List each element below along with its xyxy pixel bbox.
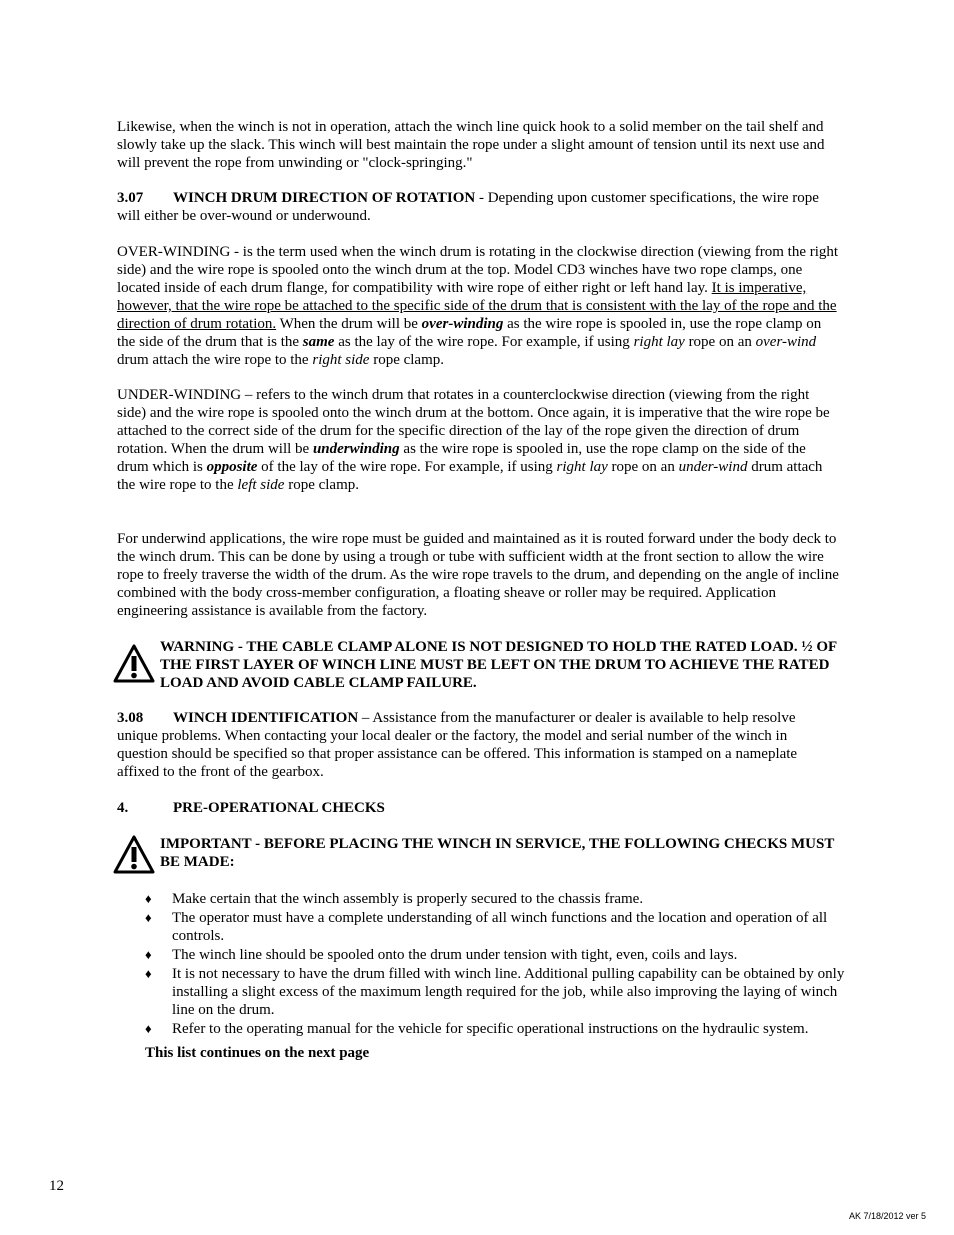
footer-version: AK 7/18/2012 ver 5 <box>848 1211 926 1221</box>
text-run: OVER-WINDING - is the term used when the winch drum is rotating in the clockwise direction (viewing from the right side) and the wire rope is spooled onto the winch drum at the top. Model CD3 winches have two rope clamps, one located inside of each drum flange, for compatibility with wire rope of either right or left hand lay. <box>117 244 839 296</box>
emphasis-text: opposite <box>206 459 258 475</box>
section-title: PRE-OPERATIONAL CHECKS <box>173 800 385 816</box>
italic-text: under-wind <box>678 459 748 475</box>
section-number: 4. <box>117 800 129 816</box>
under-winding-paragraph <box>117 386 839 494</box>
text-run: rope clamp. <box>369 352 445 368</box>
warning-triangle-icon <box>113 835 155 875</box>
italic-text: over-wind <box>755 334 817 350</box>
underlined-text: It is imperative, however, that the wire rope be attached to the specific side of the drum that is consistent with the lay of the rope and the direction of drum rotation. <box>117 280 837 332</box>
italic-text: right side <box>312 352 370 368</box>
text-run: as the lay of the wire rope. For example, if using <box>334 334 634 350</box>
list-item-text: It is not necessary to have the drum filled with winch line. Additional pulling capability can be obtained by only installing a slight excess of the maximum length required for the job, while also improving the laying of winch line on the drum. <box>172 966 845 1018</box>
text-run: UNDER-WINDING – refers to the winch drum that rotates in a counterclockwise direction (viewing from the right side) and the wire rope is spooled onto the winch drum at the bottom. Once again, it is imperative that the wire rope be attached to the correct side of the drum for the specific direction of the lay of the rope given the direction of drum rotation. When the drum will be <box>117 387 830 457</box>
text-run: as the wire rope is spooled in, use the rope clamp on the side of the drum that is the <box>117 316 822 350</box>
italic-text: right lay <box>556 459 608 475</box>
section-number: 3.07 <box>117 190 144 206</box>
text-run: drum attach the wire rope to the <box>117 459 823 493</box>
section-title: WINCH DRUM DIRECTION OF ROTATION <box>173 190 476 206</box>
list-item <box>145 890 845 908</box>
text-run: rope on an <box>607 459 679 475</box>
section-body: – Assistance from the manufacturer or dealer is available to help resolve unique problems. When contacting your local dealer or the factory, the model and serial number of the winch in question should be specified so that proper assistance can be offered. This information is stamped on a nameplate affixed to the front of the gearbox. <box>117 710 798 780</box>
section-body: - Depending upon customer specifications, the wire rope will either be over-wound or underwound. <box>117 190 819 224</box>
section-title: WINCH IDENTIFICATION <box>173 710 359 726</box>
diamond-bullet-icon: ♦ <box>145 910 152 925</box>
list-continues-note: This list continues on the next page <box>145 1045 370 1061</box>
list-item <box>145 965 845 1019</box>
page-number: 12 <box>49 1178 64 1194</box>
diamond-bullet-icon: ♦ <box>145 966 152 981</box>
diamond-bullet-icon: ♦ <box>145 891 152 906</box>
important-notice: IMPORTANT - BEFORE PLACING THE WINCH IN SERVICE, THE FOLLOWING CHECKS MUST BE MADE: <box>160 836 835 870</box>
list-item-text: The operator must have a complete understanding of all winch functions and the location and operation of all controls. <box>172 910 828 944</box>
underwind-applications-paragraph: For underwind applications, the wire rope must be guided and maintained as it is routed forward under the body deck to the winch drum. This can be done by using a trough or tube with sufficient width at the front section to allow the wire rope to freely traverse the width of the drum. As the wire rope travels to the drum, and depending on the angle of incline combined with the body cross-member configuration, a floating sheave or roller may be required. Application engineering assistance is available from the factory. <box>117 531 839 619</box>
text-run: of the lay of the wire rope. For example, if using <box>257 459 557 475</box>
diamond-bullet-icon: ♦ <box>145 947 152 962</box>
section-number: 3.08 <box>117 710 144 726</box>
emphasis-text: same <box>302 334 335 350</box>
pre-operational-checks-list <box>145 890 845 1039</box>
over-winding-paragraph <box>117 243 839 369</box>
emphasis-text: underwinding <box>312 441 400 457</box>
section-3-07 <box>117 189 839 225</box>
list-item <box>145 909 845 945</box>
intro-paragraph: Likewise, when the winch is not in operation, attach the winch line quick hook to a solid member on the tail shelf and slowly take up the slack. This winch will best maintain the rope under a slight amount of tension until its next use and will prevent the rope from unwinding or "clock-springing." <box>117 119 825 171</box>
text-run: When the drum will be <box>276 316 422 332</box>
warning-cable-clamp: WARNING - THE CABLE CLAMP ALONE IS NOT DESIGNED TO HOLD THE RATED LOAD. ½ OF THE FIRST LAYER OF WINCH LINE MUST BE LEFT ON THE DRUM TO ACHIEVE THE RATED LOAD AND AVOID CABLE CLAMP FAILURE. <box>160 639 837 691</box>
section-4-heading <box>117 799 839 817</box>
emphasis-text: over-winding <box>421 316 504 332</box>
list-item <box>145 1020 845 1038</box>
list-item-text: Refer to the operating manual for the vehicle for specific operational instructions on the hydraulic system. <box>172 1021 809 1037</box>
section-3-08 <box>117 709 839 781</box>
list-item-text: The winch line should be spooled onto the drum under tension with tight, even, coils and lays. <box>172 947 738 963</box>
warning-triangle-icon <box>113 644 155 684</box>
list-item <box>145 946 845 964</box>
text-run: rope clamp. <box>284 477 360 493</box>
diamond-bullet-icon: ♦ <box>145 1021 152 1036</box>
text-run: as the wire rope is spooled in, use the rope clamp on the side of the drum which is <box>117 441 806 475</box>
text-run: drum attach the wire rope to the <box>117 352 313 368</box>
list-item-text: Make certain that the winch assembly is properly secured to the chassis frame. <box>172 891 644 907</box>
text-run: rope on an <box>684 334 756 350</box>
italic-text: left side <box>237 477 285 493</box>
italic-text: right lay <box>633 334 685 350</box>
